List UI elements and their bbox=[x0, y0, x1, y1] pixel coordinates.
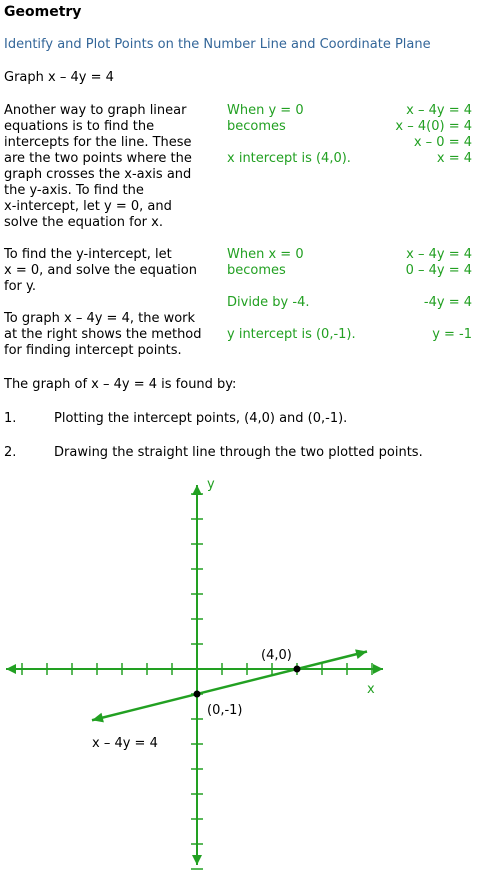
text-line: intercepts for the line. These bbox=[4, 135, 192, 150]
text-line: the y-axis. To find the bbox=[4, 183, 144, 198]
text-line: To find the y-intercept, let bbox=[4, 247, 172, 262]
intercept-point bbox=[194, 691, 201, 698]
coordinate-graph bbox=[0, 480, 489, 880]
x-axis-label: x bbox=[367, 682, 375, 697]
x-axis-arrow-left bbox=[6, 664, 16, 674]
text-line: x = 0, and solve the equation bbox=[4, 263, 197, 278]
intro-paragraph bbox=[4, 103, 192, 231]
method-paragraph bbox=[4, 311, 202, 359]
y-eq-1: x – 4y = 4 bbox=[406, 247, 472, 262]
x-step-when: When y = 0 bbox=[227, 103, 304, 118]
x-eq-4: x = 4 bbox=[436, 151, 472, 166]
page-title: Geometry bbox=[4, 4, 82, 20]
y-axis-label: y bbox=[207, 480, 215, 492]
y-axis-arrow-down bbox=[192, 855, 202, 865]
page-subtitle[interactable]: Identify and Plot Points on the Number Line and Coordinate Plane bbox=[4, 37, 431, 52]
intercept-point bbox=[294, 666, 301, 673]
x-eq-3: x – 0 = 4 bbox=[413, 135, 472, 150]
y-step-becomes: becomes bbox=[227, 263, 286, 278]
graph-heading: Graph x – 4y = 4 bbox=[4, 70, 114, 85]
y-step-divide: Divide by -4. bbox=[227, 295, 310, 310]
x-eq-1: x – 4y = 4 bbox=[406, 103, 472, 118]
x-eq-2: x – 4(0) = 4 bbox=[395, 119, 472, 134]
text-line: are the two points where the bbox=[4, 151, 192, 166]
x-step-becomes: becomes bbox=[227, 119, 286, 134]
y-eq-3: -4y = 4 bbox=[423, 295, 472, 310]
y-intercept-paragraph bbox=[4, 247, 197, 295]
text-line: x-intercept, let y = 0, and bbox=[4, 199, 172, 214]
summary-text: The graph of x – 4y = 4 is found by: bbox=[4, 377, 237, 392]
line-equation-label: x – 4y = 4 bbox=[92, 736, 158, 751]
y-step-when: When x = 0 bbox=[227, 247, 304, 262]
intercept-point-label: (0,-1) bbox=[207, 703, 243, 718]
text-line: for finding intercept points. bbox=[4, 343, 182, 358]
step-text: Plotting the intercept points, (4,0) and (0,-1). bbox=[54, 411, 348, 426]
y-eq-4: y = -1 bbox=[432, 327, 472, 342]
text-line: at the right shows the method bbox=[4, 327, 202, 342]
text-line: Another way to graph linear bbox=[4, 103, 187, 118]
text-line: solve the equation for x. bbox=[4, 215, 163, 230]
step-number: 1. bbox=[4, 411, 17, 426]
y-step-result: y intercept is (0,-1). bbox=[227, 327, 356, 342]
text-line: equations is to find the bbox=[4, 119, 155, 134]
text-line: graph crosses the x-axis and bbox=[4, 167, 192, 182]
x-axis-arrow-right bbox=[373, 664, 383, 674]
text-line: for y. bbox=[4, 279, 36, 294]
step-text: Drawing the straight line through the two plotted points. bbox=[54, 445, 423, 460]
intercept-point-label: (4,0) bbox=[261, 648, 292, 663]
text-line: To graph x – 4y = 4, the work bbox=[4, 311, 196, 326]
y-eq-2: 0 – 4y = 4 bbox=[405, 263, 472, 278]
x-step-result: x intercept is (4,0). bbox=[227, 151, 351, 166]
step-number: 2. bbox=[4, 445, 17, 460]
